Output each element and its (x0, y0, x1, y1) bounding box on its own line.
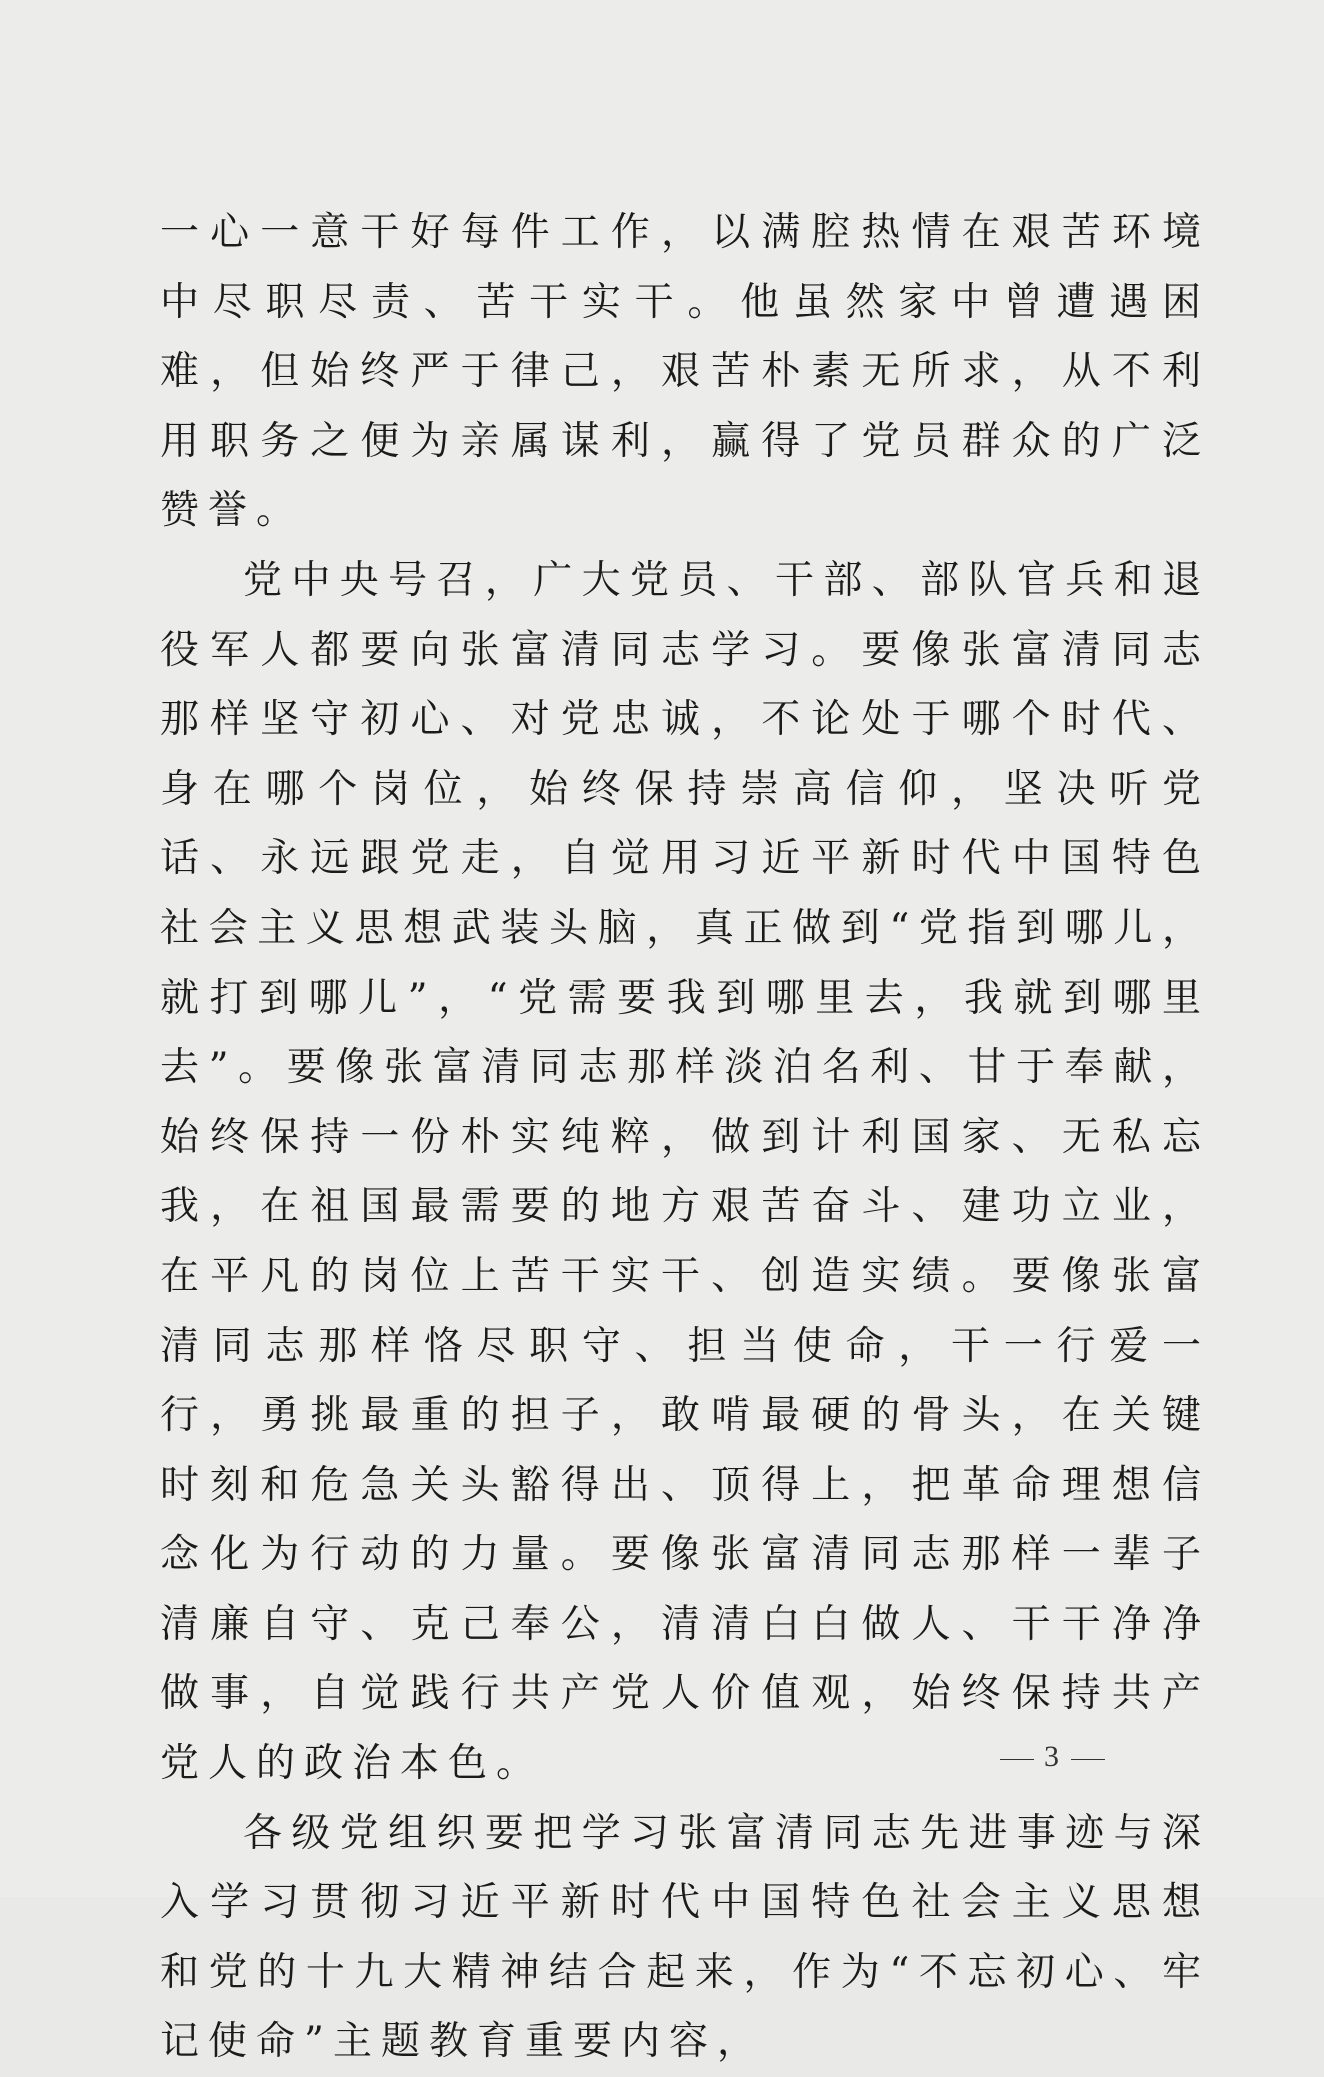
page-number-value: 3 (1044, 1740, 1061, 1773)
dash-right (1071, 1759, 1105, 1760)
page-number (990, 1740, 1115, 1774)
dash-left (1000, 1759, 1034, 1760)
paragraph-3: 各级党组织要把学习张富清同志先进事迹与深入学习贯彻习近平新时代中国特色社会主义思想和党的十九大精神结合起来，作为“不忘初心、牢记使命”主题教育重要内容， (160, 1810, 1210, 2065)
paragraph-1: 一心一意干好每件工作，以满腔热情在艰苦环境中尽职尽责、苦干实干。他虽然家中曾遭遇困难，但始终严于律己，艰苦朴素无所求，从不利用职务之便为亲属谋利，赢得了党员群众的广泛赞誉。 (160, 210, 1210, 534)
body-text (160, 198, 1210, 2077)
paragraph-2: 党中央号召，广大党员、干部、部队官兵和退役军人都要向张富清同志学习。要像张富清同志那样坚守初心、对党忠诚，不论处于哪个时代、身在哪个岗位，始终保持崇高信仰，坚决听党话、永远跟党走，自觉用习近平新时代中国特色社会主义思想武装头脑，真正做到“党指到哪儿，就打到哪儿”，“党需要我到哪里去，我就到哪里去”。要像张富清同志那样淡泊名利、甘于奉献，始终保持一份朴实纯粹，做到计利国家、无私忘我，在祖国最需要的地方艰苦奋斗、建功立业，在平凡的岗位上苦干实干、创造实绩。要像张富清同志那样恪尽职守、担当使命，干一行爱一行，勇挑最重的担子，敢啃最硬的骨头，在关键时刻和危急关头豁得出、顶得上，把革命理想信念化为行动的力量。要像张富清同志那样一辈子清廉自守、克己奉公，清清白白做人、干干净净做事，自觉践行共产党人价值观，始终保持共产党人的政治本色。 (160, 557, 1210, 1787)
